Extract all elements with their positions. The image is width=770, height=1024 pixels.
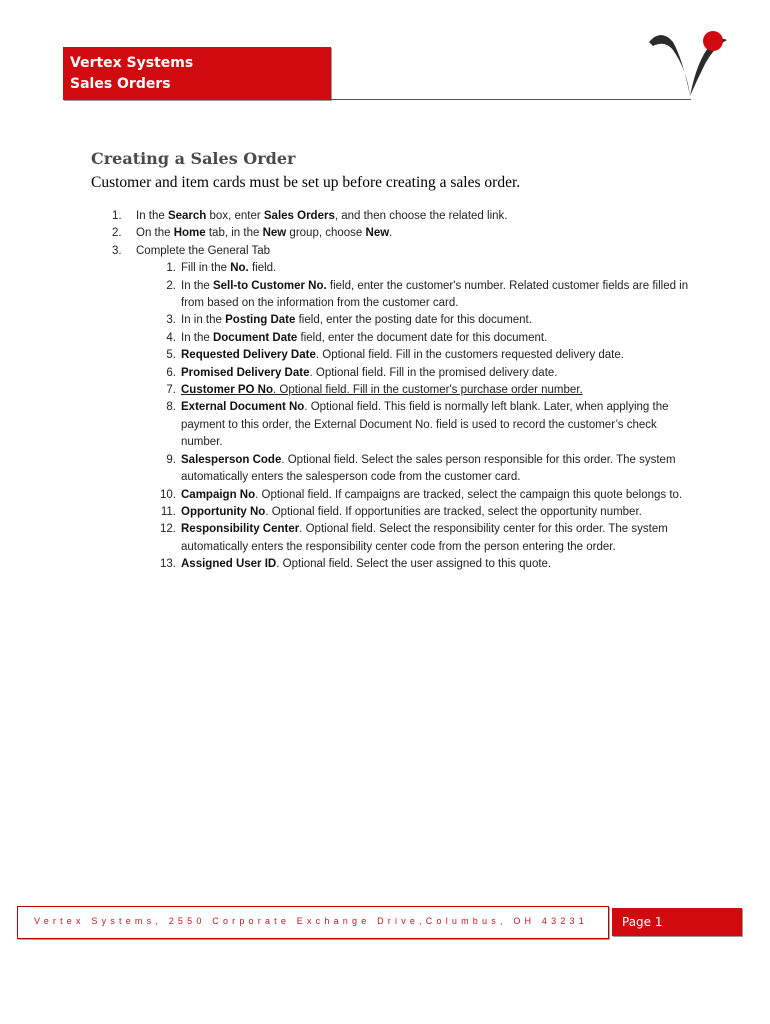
substep-item: [136, 504, 701, 521]
field-name: Assigned User ID: [181, 558, 277, 571]
step-text: . Optional field. Fill in the customers requested delivery date.: [315, 349, 624, 362]
substep-item: [136, 330, 701, 347]
field-name: Campaign No: [181, 488, 256, 501]
step-text: . Optional field. Select the user assigned to this quote.: [276, 558, 552, 571]
header-banner: [63, 47, 331, 100]
step-text: . Optional field. Select the responsibility center for this order. The system automatically enters the responsibility center code from the person entering the order.: [181, 523, 668, 553]
substep-number: 2.: [166, 279, 176, 292]
substep-number: 10.: [160, 488, 176, 501]
step-item: [91, 225, 701, 242]
field-name: Posting Date: [225, 314, 296, 327]
steps-list: [91, 208, 701, 574]
field-name: Home: [173, 227, 206, 240]
document-title: Creating a Sales Order: [91, 149, 296, 168]
substep-item: [136, 556, 701, 573]
substep-item: [136, 278, 701, 313]
step-text: In the: [181, 279, 213, 292]
step-text: field.: [248, 262, 277, 275]
substep-number: 7.: [166, 384, 176, 397]
substep-number: 4.: [166, 331, 176, 344]
step-number: 3.: [112, 244, 122, 257]
field-name: No.: [230, 262, 249, 275]
step-text: . Optional field. If opportunities are tracked, select the opportunity number.: [265, 505, 642, 518]
substep-number: 5.: [166, 349, 176, 362]
step-text: .: [389, 227, 393, 240]
step-text: tab, in the: [205, 227, 263, 240]
header-divider: [331, 99, 691, 100]
substep-item: [136, 399, 701, 451]
field-name: Opportunity No: [181, 505, 266, 518]
substep-item: [136, 521, 701, 556]
step-text: . Optional field. If campaigns are tracked, select the campaign this quote belongs to.: [255, 488, 683, 501]
substep-number: 1.: [166, 262, 176, 275]
step-item: [91, 243, 701, 574]
substep-item: [136, 365, 701, 382]
substep-item: [136, 452, 701, 487]
field-name: Sell-to Customer No.: [212, 279, 327, 292]
field-name: Promised Delivery Date: [181, 366, 310, 379]
field-name: New: [262, 227, 287, 240]
footer-address-bar: [17, 906, 609, 939]
step-text: Fill in the: [181, 262, 231, 275]
substep-number: 12.: [160, 523, 176, 536]
substep-item: [136, 260, 701, 277]
field-name: New: [365, 227, 390, 240]
step-text: . Optional field. Select the sales person responsible for this order. The system automatically enters the salesperson code from the customer card.: [181, 453, 676, 484]
field-name: Customer PO No: [181, 384, 274, 397]
step-text: field, enter the document date for this document.: [297, 331, 548, 344]
substeps-list: [136, 260, 701, 573]
substep-item: [136, 312, 701, 329]
page-number-badge: [612, 908, 742, 936]
substep-number: 13.: [160, 558, 176, 571]
step-number: 2.: [112, 227, 122, 240]
substep-number: 8.: [166, 401, 176, 414]
step-text: field, enter the customer's number. Related customer fields are filled in from based on the information from the customer card.: [181, 279, 689, 310]
step-text: . Optional field. Fill in the promised delivery date.: [309, 366, 558, 379]
step-text: On the: [136, 227, 174, 240]
substep-number: 9.: [166, 453, 176, 466]
page-number: Page 1: [622, 915, 663, 929]
step-number: 1.: [112, 210, 122, 222]
step-text: Complete the General Tab: [136, 244, 271, 257]
substep-item: [136, 347, 701, 364]
substep-number: 11.: [160, 505, 176, 518]
step-text: box, enter: [206, 210, 264, 222]
step-text: , and then choose the related link.: [334, 210, 508, 222]
step-text: . Optional field. This field is normally left blank. Later, when applying the payment to this order, the External Document No. field is used to record the customer’s check number.: [181, 401, 669, 449]
substep-number: 3.: [166, 314, 176, 327]
field-name: Sales Orders: [263, 210, 335, 222]
step-text: In the: [136, 210, 168, 222]
vertex-v-logo-icon: [643, 20, 733, 100]
step-item: [91, 208, 701, 225]
field-name: Search: [167, 210, 207, 222]
substep-item: [136, 487, 701, 504]
step-text: group, choose: [286, 227, 366, 240]
step-text: field, enter the posting date for this document.: [295, 314, 532, 327]
field-name: Requested Delivery Date: [181, 349, 316, 362]
field-name: Document Date: [212, 331, 298, 344]
step-text: In in the: [181, 314, 226, 327]
substep-item: [136, 382, 701, 399]
field-name: Salesperson Code: [181, 453, 282, 466]
step-text: . Optional field. Fill in the customer's purchase order number.: [273, 384, 583, 397]
substep-number: 6.: [166, 366, 176, 379]
step-text: In the: [181, 331, 213, 344]
document-subtitle: Customer and item cards must be set up before creating a sales order.: [91, 174, 521, 191]
field-name: Responsibility Center: [181, 523, 300, 536]
company-name: Vertex Systems: [70, 55, 194, 71]
field-name: External Document No: [181, 401, 305, 414]
section-name: Sales Orders: [70, 76, 171, 92]
footer-address: Vertex Systems, 2550 Corporate Exchange Drive,Columbus, OH 43231: [34, 916, 588, 926]
